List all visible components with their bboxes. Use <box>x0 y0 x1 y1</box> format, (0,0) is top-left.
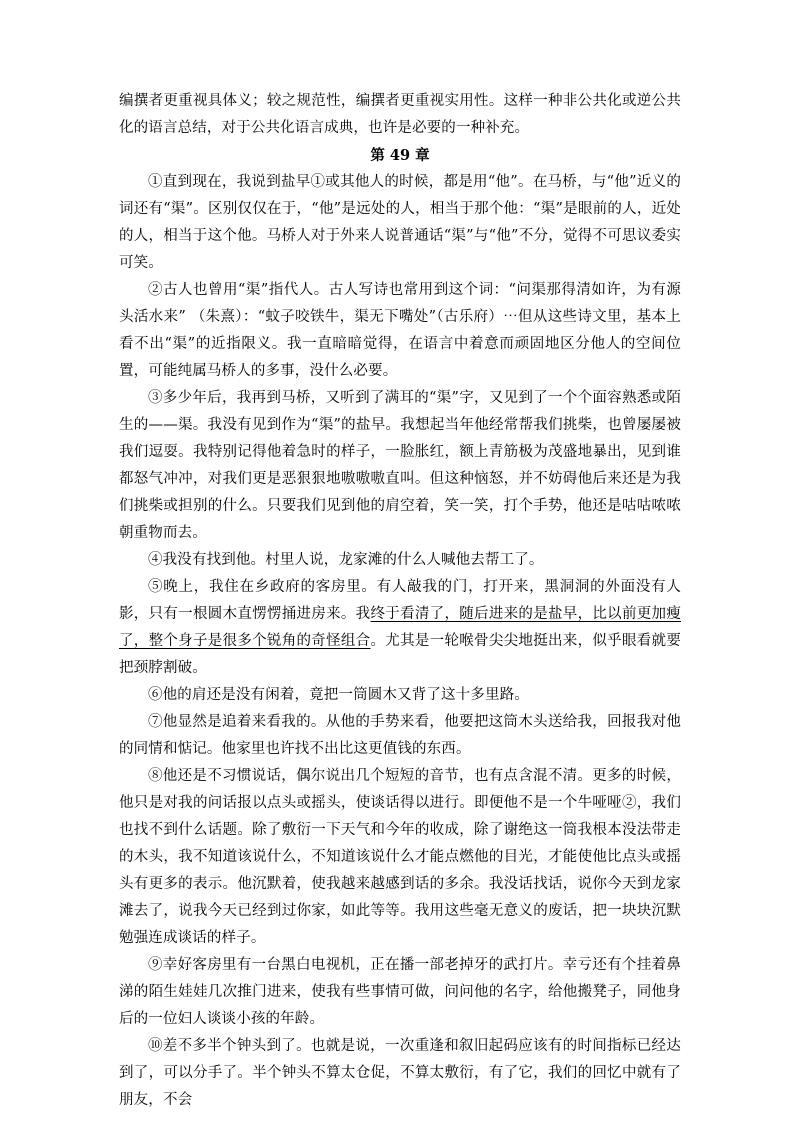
paragraph-5 <box>119 574 681 682</box>
paragraph-4: ④我没有找到他。村里人说，龙家滩的什么人喊他去帮工了。 <box>148 552 544 568</box>
paragraph-6: ⑥他的肩还是没有闲着，竟把一筒圆木又背了这十多里路。 <box>148 687 529 703</box>
underlined-sentence: 终于看清了，随后进来的是盐早，比以前更加瘦了，整个身子是很多个锐角的奇怪组合 <box>119 606 681 649</box>
paragraph-8: ⑧他还是不习惯说话，偶尔说出几个短短的音节，也有点含混不清。更多的时候，他只是对我的问话报以点头或摇头，使谈话得以进行。即便他不是一个牛哑哑②，我们也找不到什么话题。除了敷衍一下天气和今年的收成，除了谢绝这一筒我根本没法带走的木头，我不知道该说什么，不知道该说什么才能点燃他的目光，才能使他比点头或摇头有更多的表示。他沉默着，使我越来越感到话的多余。我没话找话，说你今天到龙家滩去了，说我今天已经到过你家，如此等等。我用这些毫无意义的废话，把一块块沉默勉强连成谈话的样子。 <box>119 768 681 946</box>
paragraph-3: ③多少年后，我再到马桥，又听到了满耳的“渠”字，又见到了一个个面容熟悉或陌生的——渠。我没有见到作为“渠”的盐早。我想起当年他经常帮我们挑柴，也曾屡屡被我们逗耍。我特别记得他着急时的样子，一脸胀红，额上青筋极为茂盛地暴出，见到谁都怒气冲冲，对我们更是恶狠狠地嗷嗷嗷直叫。但这种恼怒，并不妨碍他后来还是为我们挑柴或担别的什么。只要我们见到他的肩空着，笑一笑，打个手势，他还是咕咕哝哝朝重物而去。 <box>119 390 681 541</box>
paragraph-5-end: 。尤其是一轮喉骨尖尖地挺出来，似乎眼看就要把颈脖割破。 <box>119 633 681 676</box>
paragraph-10: ⑩差不多半个钟头到了。也就是说，一次重逢和叙旧起码应该有的时间指标已经达到了，可以分手了。半个钟头不算太仓促，不算太敷衍，有了它，我们的回忆中就有了朋友，不会 <box>119 1038 681 1108</box>
paragraph-2: ②古人也曾用“渠”指代人。古人写诗也常用到这个词：“问渠那得清如许，为有源头活水来” （朱熹）：“蚊子咬铁牛，渠无下嘴处”（古乐府）⋯但从这些诗文里，基本上看不出“渠”的近指限义。我一直暗暗觉得，在语言中着意而顽固地区分他人的空间位置，可能纯属马桥人的多事，没什么必要。 <box>119 282 681 379</box>
document-page <box>119 88 681 1114</box>
paragraph-7: ⑦他显然是追着来看我的。从他的手势来看，他要把这筒木头送给我，回报我对他的同情和惦记。他家里也许找不出比这更值钱的东西。 <box>119 714 681 757</box>
paragraph-5-start: ⑤晚上，我住在乡政府的客房里。有人敲我的门，打开来，黑洞洞的外面没有人影，只有一根圆木直愣愣捅进房来。我 <box>119 579 681 622</box>
intro-paragraph: 编撰者更重视具体义；较之规范性，编撰者更重视实用性。这样一种非公共化或逆公共化的语言总结，对于公共化语言成典，也许是必要的一种补充。 <box>119 93 681 136</box>
paragraph-1: ①直到现在，我说到盐早①或其他人的时候，都是用“他”。在马桥，与“他”近义的词还有“渠”。区别仅仅在于，“他”是远处的人，相当于那个他：“渠”是眼前的人，近处的人，相当于这个他。马桥人对于外来人说普通话“渠”与“他”不分，觉得不可思议委实可笑。 <box>119 174 681 271</box>
paragraph-9: ⑨幸好客房里有一台黑白电视机，正在播一部老掉牙的武打片。幸亏还有个挂着鼻涕的陌生娃娃几次推门进来，使我有些事情可做，问问他的名字，给他搬凳子，同他身后的一位妇人谈谈小孩的年龄。 <box>119 957 681 1027</box>
chapter-title: 第 49 章 <box>370 147 430 164</box>
